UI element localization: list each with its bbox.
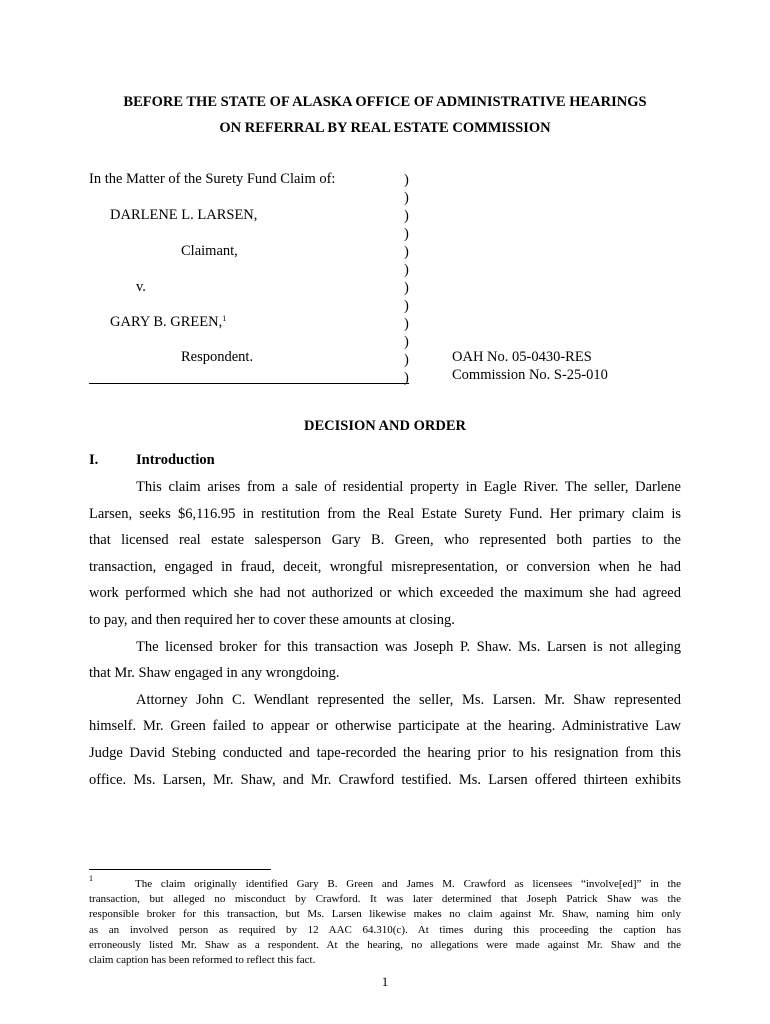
caption-respondent (110, 314, 226, 331)
paragraph-1-line: to pay, and then required her to cover these amounts at closing. (89, 612, 455, 628)
header-line-1: BEFORE THE STATE OF ALASKA OFFICE OF ADMINISTRATIVE HEARINGS (123, 94, 647, 110)
caption-rule (89, 383, 409, 384)
paren: ) (404, 172, 409, 188)
paren: ) (404, 334, 409, 350)
footnote-number: 1 (89, 874, 93, 883)
paren: ) (404, 244, 409, 260)
paren: ) (404, 316, 409, 332)
paragraph-3-line: himself. Mr. Green failed to appear or otherwise participate at the hearing. Administrative Law (89, 718, 681, 734)
header-line-2: ON REFERRAL BY REAL ESTATE COMMISSION (219, 120, 551, 136)
paragraph-2-line: The licensed broker for this transaction was Joseph P. Shaw. Ms. Larsen is not alleging (136, 639, 681, 655)
paragraph-1-line: Larsen, seeks $6,116.95 in restitution from the Real Estate Surety Fund. Her primary claim is (89, 506, 681, 522)
paragraph-3-line: office. Ms. Larsen, Mr. Shaw, and Mr. Crawford testified. Ms. Larsen offered thirteen exhibits (89, 772, 681, 788)
caption-respondent-label: Respondent. (181, 349, 254, 365)
caption-versus: v. (136, 279, 146, 295)
paragraph-1-line: that licensed real estate salesperson Gary B. Green, who represented both parties to the (89, 532, 681, 548)
paragraph-3-line: Judge David Stebing conducted and tape-recorded the hearing prior to his resignation from this (89, 745, 681, 761)
section-heading: Introduction (136, 452, 215, 468)
caption-matter: In the Matter of the Surety Fund Claim of: (89, 171, 336, 187)
footnote-ref: 1 (222, 314, 227, 323)
paren: ) (404, 370, 409, 386)
caption-claimant-label: Claimant, (181, 243, 238, 259)
footnote-line: erroneously listed Mr. Shaw as a respondent. At the hearing, no allegations were made against Mr. Shaw and the (89, 939, 681, 951)
page-number: 1 (381, 974, 389, 989)
commission-number: Commission No. S-25-010 (452, 367, 608, 383)
footnote-line: The claim originally identified Gary B. Green and James M. Crawford as licensees “involve[ed]” in the (135, 878, 681, 890)
paragraph-1-line: transaction, engaged in fraud, deceit, wrongful misrepresentation, or conversion when he had (89, 559, 681, 575)
paragraph-1-line: work performed which she had not authorized or which exceeded the maximum she had agreed (89, 585, 681, 601)
paren: ) (404, 352, 409, 368)
footnote-line: transaction, but alleged no misconduct by Crawford. It was later determined that Joseph Patrick Shaw was the (89, 893, 681, 905)
paren: ) (404, 280, 409, 296)
oah-number: OAH No. 05-0430-RES (452, 349, 592, 365)
footnote-line: claim caption has been reformed to reflect this fact. (89, 954, 316, 966)
paragraph-1-line: This claim arises from a sale of residential property in Eagle River. The seller, Darlene (136, 479, 681, 495)
document-title: DECISION AND ORDER (304, 418, 466, 434)
paragraph-2-line: that Mr. Shaw engaged in any wrongdoing. (89, 665, 340, 681)
footnote-separator (89, 869, 271, 870)
section-number: I. (89, 452, 99, 468)
footnote-line: responsible broker for this transaction, but Ms. Larsen likewise makes no claim against Mr. Shaw, naming him only (89, 908, 681, 920)
caption-respondent-name: GARY B. GREEN, (110, 314, 223, 330)
paren: ) (404, 208, 409, 224)
paren: ) (404, 262, 409, 278)
caption-claimant-name: DARLENE L. LARSEN, (110, 207, 258, 223)
paragraph-3-line: Attorney John C. Wendlant represented the seller, Ms. Larsen. Mr. Shaw represented (136, 692, 681, 708)
footnote-line: as an involved person as required by 12 AAC 64.310(c). At times during this proceeding the caption has (89, 924, 681, 936)
paren: ) (404, 190, 409, 206)
paren: ) (404, 298, 409, 314)
caption-paren-column (404, 171, 424, 387)
paren: ) (404, 226, 409, 242)
